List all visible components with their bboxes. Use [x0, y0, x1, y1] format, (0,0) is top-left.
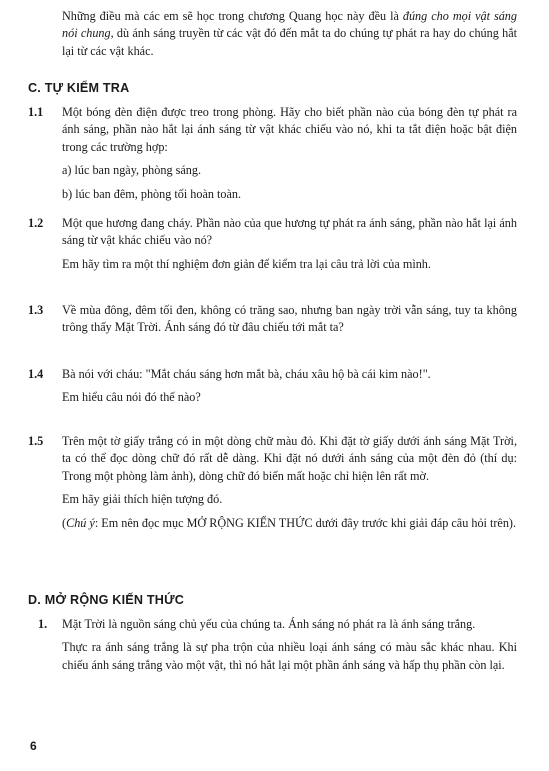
question-option-a: a) lúc ban ngày, phòng sáng. — [62, 163, 201, 178]
question-note — [62, 515, 517, 532]
note-rest: : Em nên đọc mục MỞ RỘNG KIẾN THỨC dưới đây trước khi giải đáp câu hỏi trên). — [94, 515, 517, 530]
intro-text-3: , dù ánh sáng truyền từ các vật đó đến mắt ta do chúng tự phát ra hay do chúng hắt lại từ các vật khác. — [62, 26, 517, 58]
question-text: Về mùa đông, đêm tối đen, không có trăng sao, nhưng ban ngày trời vẫn sáng, tuy ta không trông thấy Mặt Trời. Ánh sáng đó từ đâu chiếu tới mắt ta? — [62, 303, 517, 335]
question-number: 1.4 — [28, 367, 44, 381]
question-text: Trên một tờ giấy trắng có in một dòng chữ màu đỏ. Khi đặt tờ giấy dưới ánh sáng Mặt Trời, ta có thể đọc dòng chữ đó rất dễ dàng. Khi đặt nó dưới ánh sáng của một đèn đỏ (thí dụ: Trong một phòng làm ảnh), dòng chữ đó biến mất hoặc chỉ hiện lên rất mờ. — [62, 434, 517, 483]
section-c-heading: C. TỰ KIỂM TRA — [28, 81, 130, 95]
question-1-5 — [28, 433, 517, 538]
intro-paragraph — [62, 8, 517, 60]
note-open: ( — [62, 515, 67, 530]
question-text: Một bóng đèn điện được treo trong phòng. Hãy cho biết phần nào của bóng đèn tự phát ra ánh sáng, phần nào hắt lại ánh sáng từ vật khác chiếu vào nó, khi ta tắt điện hoặc bật điện trong các trường hợp: — [62, 105, 517, 154]
question-1-1 — [28, 104, 517, 209]
question-option-b: b) lúc ban đêm, phòng tối hoàn toàn. — [62, 186, 242, 201]
page-number: 6 — [30, 739, 37, 753]
item-text: Mặt Trời là nguồn sáng chủ yếu của chúng ta. Ánh sáng nó phát ra là ánh sáng trắng. — [62, 617, 476, 631]
section-d-heading: D. MỞ RỘNG KIẾN THỨC — [28, 593, 185, 607]
question-number: 1.3 — [28, 303, 44, 317]
question-text-2: Em hãy giải thích hiện tượng đó. — [62, 492, 223, 507]
question-text: Một que hương đang cháy. Phần nào của que hương tự phát ra ánh sáng, phần nào hắt lại ánh sáng từ vật khác chiếu vào nó? — [62, 216, 517, 248]
question-number: 1.1 — [28, 105, 44, 119]
intro-text-italic: đúng cho mọi vật sáng nói chung — [62, 9, 517, 41]
knowledge-item-1 — [28, 616, 517, 680]
item-number: 1. — [38, 617, 48, 631]
question-number: 1.2 — [28, 216, 44, 230]
question-text-2: Em hãy tìm ra một thí nghiệm đơn giản để kiểm tra lại câu trả lời của mình. — [62, 256, 431, 271]
intro-text-1: Những điều mà các em sẽ học trong chương Quang học này đều là — [62, 9, 403, 23]
question-text: Bà nói với cháu: "Mắt cháu sáng hơn mắt bà, cháu xâu hộ bà cái kim nào!". — [62, 367, 431, 381]
note-label: Chú ý — [66, 515, 95, 530]
question-text-2: Em hiểu câu nói đó thế nào? — [62, 390, 201, 405]
question-1-2 — [28, 215, 517, 279]
question-1-3 — [28, 302, 517, 343]
question-number: 1.5 — [28, 434, 44, 448]
item-text-2: Thực ra ánh sáng trắng là sự pha trộn của nhiều loại ánh sáng có màu sắc khác nhau. Khi chiếu ánh sáng trắng vào một vật, thì nó hắt lại một phần ánh sáng và hấp thụ phần còn lại. — [62, 640, 517, 672]
question-1-4 — [28, 366, 517, 413]
